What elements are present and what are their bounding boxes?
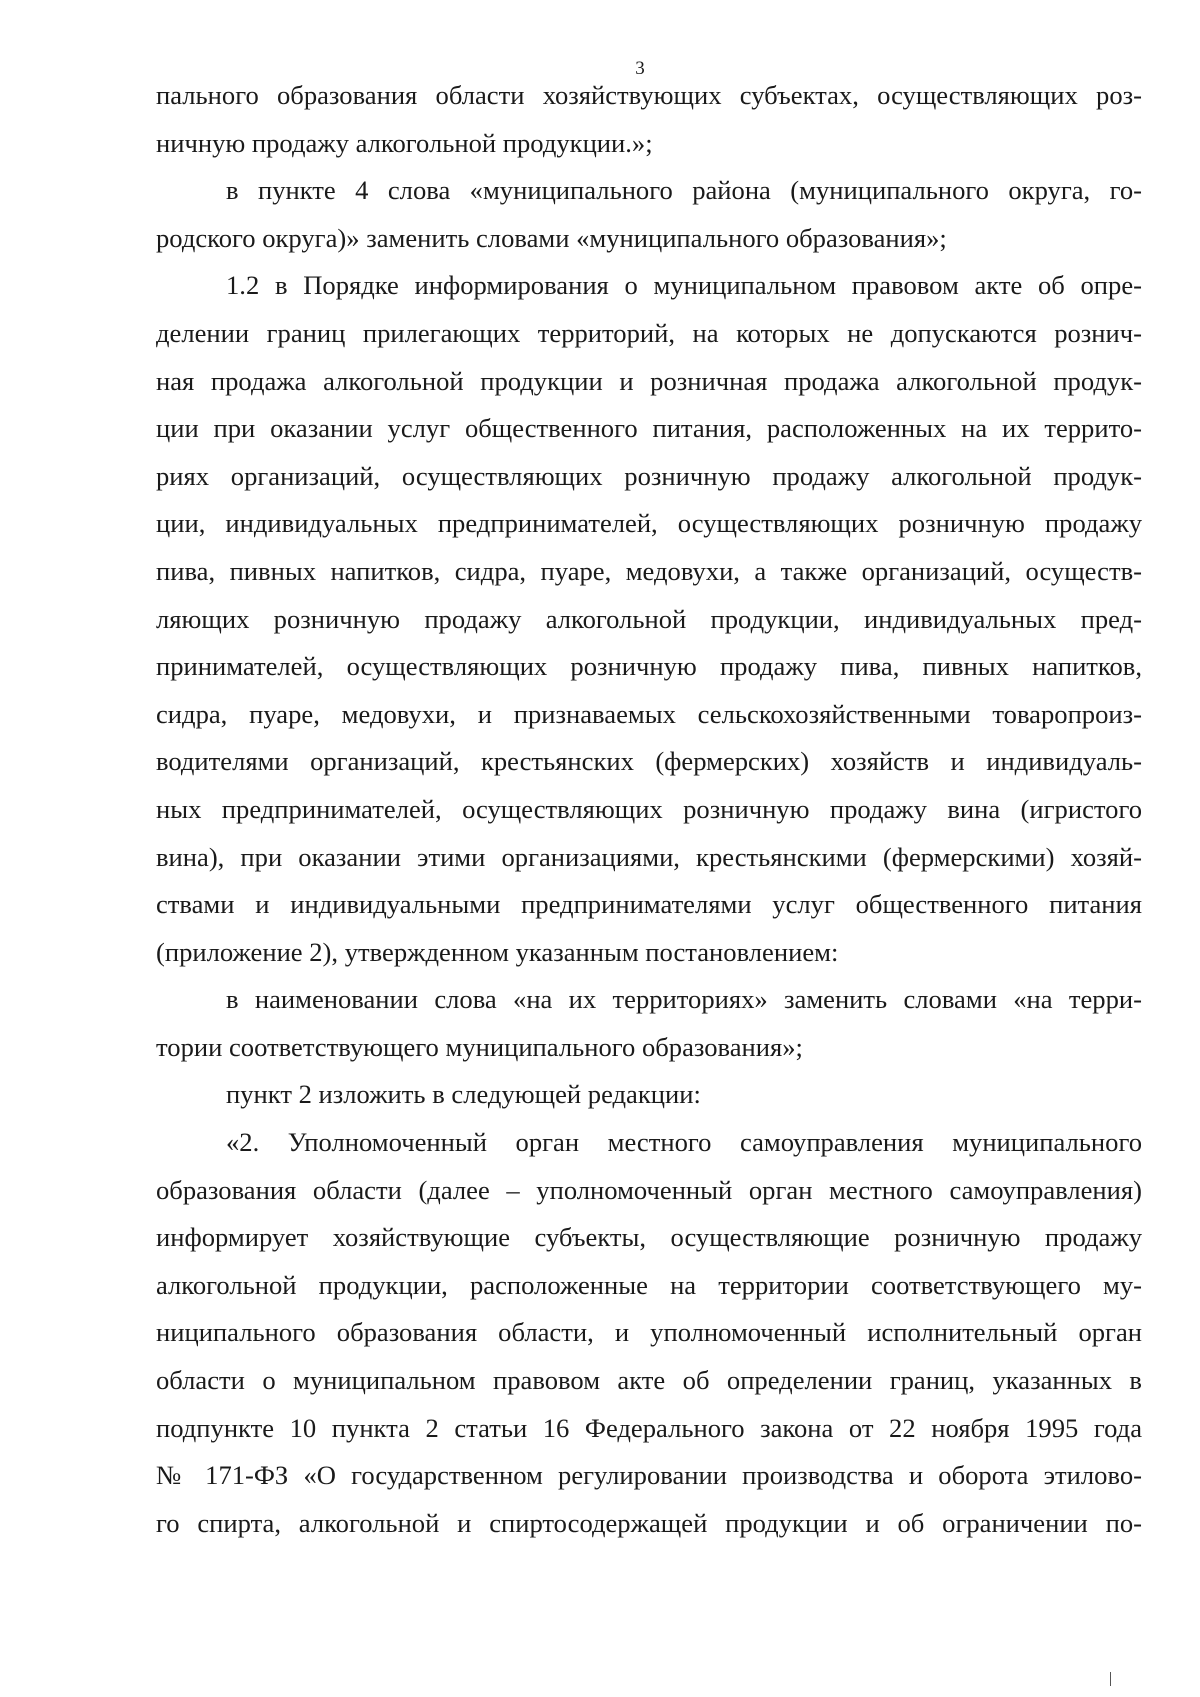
text-line: в пункте 4 слова «муниципального района (муниципального округа, го-: [226, 175, 1142, 206]
text-line: ных предпринимателей, осуществляющих розничную продажу вина (игристого: [156, 793, 1142, 824]
text-line: (приложение 2), утвержденном указанным постановлением:: [156, 936, 839, 967]
paragraph: [156, 1071, 1142, 1119]
text-line: ляющих розничную продажу алкогольной продукции, индивидуальных пред-: [156, 603, 1142, 634]
text-line: водителями организаций, крестьянских (фермерских) хозяйств и индивидуаль-: [156, 746, 1142, 777]
text-line: в наименовании слова «на их территориях» заменить словами «на терри-: [226, 984, 1142, 1015]
paragraph: [156, 262, 1142, 976]
text-line: пива, пивных напитков, сидра, пуаре, медовухи, а также организаций, осуществ-: [156, 555, 1142, 586]
text-line: № 171-ФЗ «О государственном регулировании производства и оборота этилово-: [156, 1460, 1142, 1491]
text-line: «2. Уполномоченный орган местного самоуправления муниципального: [226, 1127, 1142, 1158]
scan-edge-mark: [1110, 1672, 1111, 1686]
text-line: родского округа)» заменить словами «муниципального образования»;: [156, 222, 947, 253]
text-line: ствами и индивидуальными предпринимателями услуг общественного питания: [156, 889, 1142, 920]
text-line: ничную продажу алкогольной продукции.»;: [156, 127, 653, 158]
document-body: [156, 72, 1142, 1547]
text-line: риях организаций, осуществляющих розничную продажу алкогольной продук-: [156, 460, 1142, 491]
text-line: области о муниципальном правовом акте об определении границ, указанных в: [156, 1365, 1142, 1396]
text-line: пального образования области хозяйствующих субъектах, осуществляющих роз-: [156, 80, 1142, 110]
text-line: пункт 2 изложить в следующей редакции:: [226, 1079, 701, 1110]
text-line: ная продажа алкогольной продукции и розничная продажа алкогольной продук-: [156, 365, 1142, 396]
text-line: информирует хозяйствующие субъекты, осуществляющие розничную продажу: [156, 1222, 1142, 1253]
text-line: ции при оказании услуг общественного питания, расположенных на их террито-: [156, 413, 1142, 444]
text-line: тории соответствующего муниципального образования»;: [156, 1031, 803, 1062]
text-line: ции, индивидуальных предпринимателей, осуществляющих розничную продажу: [156, 508, 1142, 539]
paragraph: [156, 976, 1142, 1071]
text-line: принимателей, осуществляющих розничную продажу пива, пивных напитков,: [156, 651, 1142, 682]
text-line: ниципального образования области, и уполномоченный исполнительный орган: [156, 1317, 1142, 1348]
text-line: го спирта, алкогольной и спиртосодержащей продукции и об ограничении по-: [156, 1507, 1142, 1538]
page-number: 3: [635, 58, 645, 79]
paragraph: [156, 1119, 1142, 1547]
text-line: подпункте 10 пункта 2 статьи 16 Федерального закона от 22 ноября 1995 года: [156, 1412, 1142, 1443]
text-line: делении границ прилегающих территорий, на которых не допускаются рознич-: [156, 317, 1142, 348]
text-line: образования области (далее – уполномоченный орган местного самоуправления): [156, 1174, 1142, 1205]
paragraph: [156, 167, 1142, 262]
text-line: 1.2 в Порядке информирования о муниципальном правовом акте об опре-: [226, 270, 1142, 301]
paragraph: [156, 72, 1142, 167]
text-line: алкогольной продукции, расположенные на территории соответствующего му-: [156, 1269, 1142, 1300]
text-line: сидра, пуаре, медовухи, и признаваемых сельскохозяйственными товаропроиз-: [156, 698, 1142, 729]
text-line: вина), при оказании этими организациями, крестьянскими (фермерскими) хозяй-: [156, 841, 1142, 872]
